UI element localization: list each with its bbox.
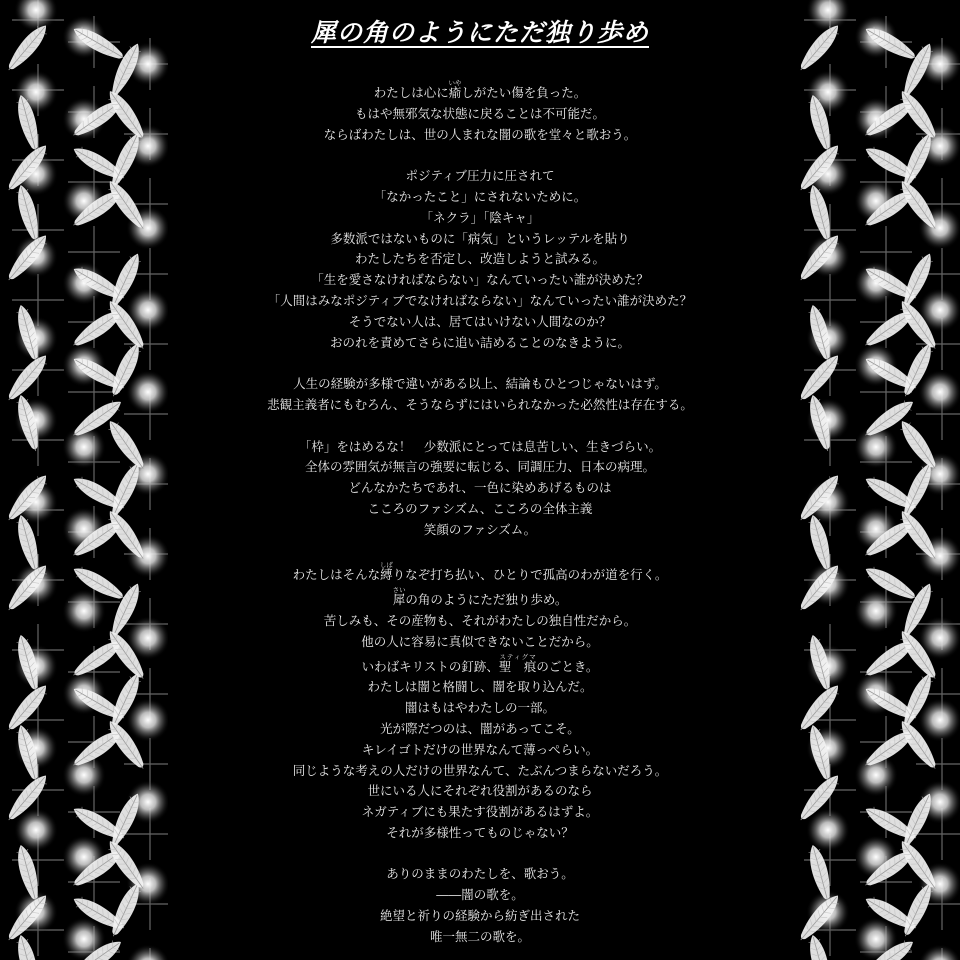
poem-line: 光が際だつのは、闇があってこそ。 — [380, 720, 580, 736]
stanza — [168, 166, 792, 353]
stanza — [168, 79, 792, 145]
poem-line: 闇はもはやわたしの一部。 — [404, 700, 555, 716]
poem-line — [168, 653, 792, 678]
line-text: のごとき。 — [536, 658, 599, 674]
poem-line — [168, 586, 792, 611]
feather-pattern — [792, 0, 960, 960]
poem-line: もはや無邪気な状態に戻ることは不可能だ。 — [354, 105, 605, 121]
line-text: わたしは心に — [373, 85, 449, 100]
left-decoration-panel — [0, 0, 168, 960]
line-text: りなぞ打ち払い、ひとりで孤高のわが道を行く。 — [392, 567, 668, 583]
feather-icon — [104, 417, 150, 473]
ruby-reading: スティグマ — [498, 652, 537, 661]
feather-icon — [795, 681, 844, 735]
poem-line: 「生を愛さなければならない」なんていったい誰が決めた？ — [311, 272, 649, 288]
ruby-reading: さい — [392, 586, 406, 595]
stanza-gap — [168, 145, 792, 166]
poem-line: ――闇の歌を。 — [436, 887, 524, 903]
stanza-gap — [168, 541, 792, 562]
feather-pattern — [0, 0, 168, 960]
ruby-reading: いや — [448, 79, 462, 87]
poem-line: 多数派ではないものに「病気」というレッテルを貼り — [330, 230, 630, 246]
poem-line: わたしは闇と格闘し、闇を取り込んだ。 — [367, 679, 593, 695]
feather-icon — [896, 417, 942, 473]
poem-column — [168, 0, 792, 960]
right-decoration-panel — [792, 0, 960, 960]
poem-line — [168, 561, 792, 586]
poem-line: キレイゴトだけの世界なんて薄っぺらい。 — [361, 741, 599, 757]
feather-icon — [3, 351, 52, 405]
poem-line: ありのままのわたしを、歌おう。 — [386, 866, 574, 882]
poem-line: 世にいる人にそれぞれ役割があるのなら — [367, 783, 593, 799]
glow-orb-icon — [918, 698, 960, 742]
poem-line: 「なかったこと」にされないために。 — [373, 188, 587, 204]
glow-orb-icon — [918, 370, 960, 414]
ruby-reading: しば — [379, 561, 393, 570]
glow-orb-icon — [62, 589, 106, 633]
stanza-gap — [168, 844, 792, 865]
stanza — [168, 437, 792, 541]
stanza — [168, 561, 792, 843]
glow-orb-icon — [126, 944, 168, 960]
poem-line: 「人間はみなポジティブでなければならない」なんていったい誰が決めた？ — [267, 292, 693, 308]
poem-line: おのれを責めてさらに追い詰めることのなきように。 — [329, 334, 630, 350]
ruby-base: 犀 — [392, 592, 406, 608]
poem-line: そうでない人は、居てはいけない人間なのか？ — [348, 313, 612, 329]
line-text: いわばキリストの釘跡、 — [361, 658, 499, 674]
stanza-gap — [168, 416, 792, 437]
feather-icon — [805, 933, 835, 960]
stanza — [168, 374, 792, 416]
poem-line: 笑顔のファシズム。 — [423, 521, 537, 537]
feather-icon — [795, 351, 844, 405]
poem-line: 「ネクラ」「陰キャ」 — [420, 209, 540, 225]
ruby-base: 聖 痕 — [498, 658, 537, 674]
poem-line: 絶望と祈りの経験から紡ぎ出された — [379, 908, 580, 924]
ruby-base: 瘉 — [448, 85, 462, 100]
ruby-annotation — [379, 561, 393, 583]
poem-line: 唯一無二の歌を。 — [429, 928, 530, 944]
ruby-annotation — [498, 652, 537, 674]
glow-orb-icon — [126, 370, 168, 414]
poem-line: 全体の雰囲気が無言の強要に転じる、同調圧力、日本の病理。 — [304, 459, 655, 475]
glow-orb-icon — [806, 0, 850, 32]
poem-line: ポジティブ圧力に圧されて — [405, 168, 555, 184]
poem-line: 苦しみも、その産物も、それがわたしの独自性だから。 — [323, 612, 637, 628]
stanza-gap — [168, 353, 792, 374]
ruby-annotation — [448, 79, 462, 100]
line-text: わたしはそんな — [292, 567, 381, 583]
poem-line: 同じような考えの人だけの世界なんて、たぶんつまらないだろう。 — [292, 762, 668, 778]
feather-icon — [3, 681, 52, 735]
poem-line: どんなかたちであれ、一色に染めあげるものは — [348, 480, 612, 496]
poem-body — [168, 79, 792, 948]
poem-line: ならばわたしは、世の人まれな闇の歌を堂々と歌おう。 — [323, 126, 637, 142]
line-text: の角のようにただ独り歩め。 — [405, 592, 568, 608]
page-title: 犀の角のようにただ独り歩め — [310, 18, 649, 47]
ruby-annotation — [392, 586, 406, 608]
glow-orb-icon — [918, 944, 960, 960]
line-text: しがたい傷を負った。 — [461, 85, 587, 100]
feather-icon — [13, 933, 43, 960]
stanza — [168, 864, 792, 947]
glow-orb-icon — [126, 698, 168, 742]
poem-line: 悲観主義者にもむろん、そうならずにはいられなかった必然性は存在する。 — [267, 396, 693, 412]
poem-line: それが多様性ってものじゃない？ — [386, 824, 574, 840]
poem-line: ネガティブにも果たす役割があるはずよ。 — [361, 804, 599, 820]
poem-line: 他の人に容易に真似できないことだから。 — [361, 633, 599, 649]
poem-line — [168, 79, 792, 104]
glow-orb-icon — [14, 0, 58, 32]
poem-line: 「枠」をはめるな！ 少数派にとっては息苦しい、生きづらい。 — [298, 438, 662, 454]
ruby-base: 縛 — [379, 567, 393, 583]
poem-line: 人生の経験が多様で違いがある以上、結論もひとつじゃないはず。 — [293, 376, 667, 392]
poem-line: わたしたちを否定し、改造しようと試みる。 — [354, 251, 605, 267]
glow-orb-icon — [854, 589, 898, 633]
poem-line: こころのファシズム、こころの全体主義 — [367, 500, 593, 516]
